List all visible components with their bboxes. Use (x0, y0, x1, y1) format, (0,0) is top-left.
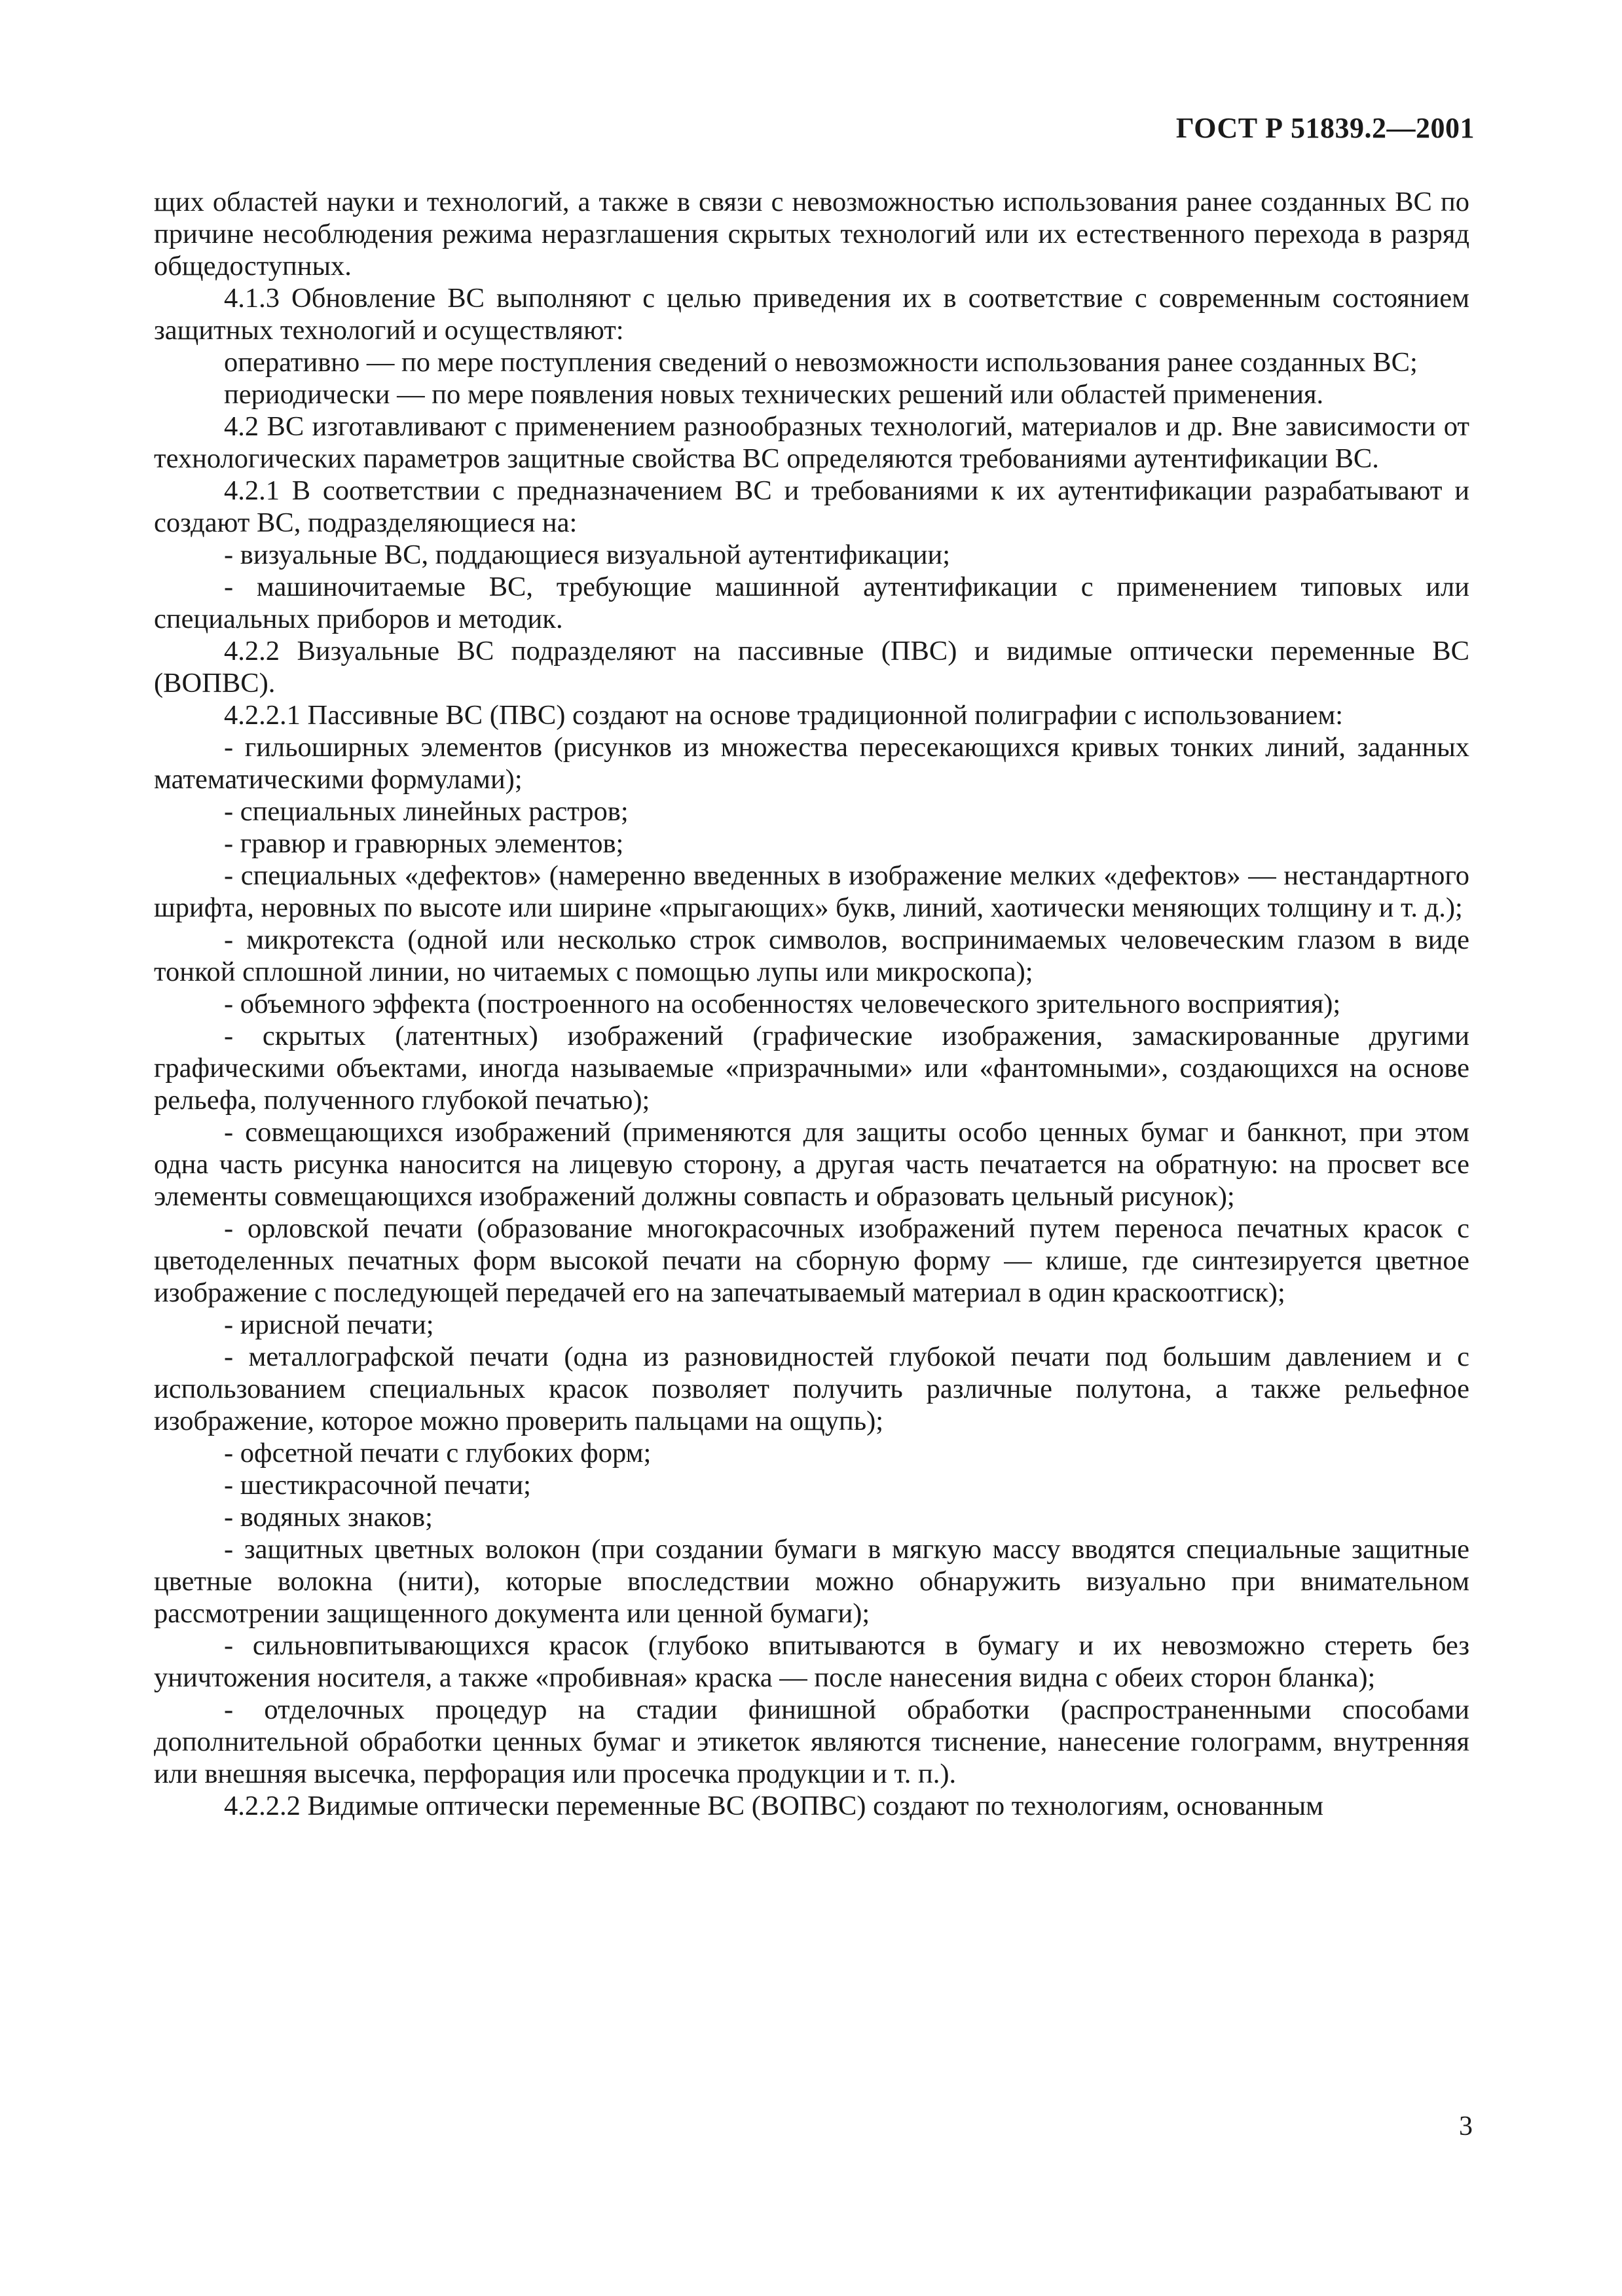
paragraph: периодически — по мере появления новых технических решений или областей применения. (224, 379, 1324, 410)
list-item: - водяных знаков; (224, 1502, 433, 1533)
list-item: - защитных цветных волокон (при создании бумаги в мягкую массу вводятся специальные защитные цветные волокна (нити), которые впоследствии можно обнаружить визуально при внимательном рассмотрении защищенного документа или ценной бумаги); (154, 1534, 1469, 1629)
list-item: - специальных линейных растров; (224, 796, 629, 827)
list-item: - совмещающихся изображений (применяются для защиты особо ценных бумаг и банкнот, при этом одна часть рисунка наносится на лицевую сторону, а другая часть печатается на обратную: на просвет все элементы совмещающихся изображений должны совпасть и образовать цельный рисунок); (154, 1117, 1469, 1212)
paragraph-clause-4-2-1: 4.2.1 В соответствии с предназначением ВС и требованиями к их аутентификации разрабатывают и создают ВС, подразделяющиеся на: (154, 475, 1469, 538)
list-item: - микротекста (одной или несколько строк символов, воспринимаемых человеческим глазом в виде тонкой сплошной линии, но читаемых с помощью лупы или микроскопа); (154, 924, 1469, 987)
list-item: - офсетной печати с глубоких форм; (224, 1438, 652, 1468)
list-item: - скрытых (латентных) изображений (графические изображения, замаскированные другими графическими объектами, иногда называемые «призрачными» или «фантомными», создающихся на основе рельефа, полученного глубокой печатью); (154, 1021, 1469, 1116)
paragraph-clause-4-1-3: 4.1.3 Обновление ВС выполняют с целью приведения их в соответствие с современным состоянием защитных технологий и осуществляют: (154, 283, 1469, 346)
list-item: - машиночитаемые ВС, требующие машинной аутентификации с применением типовых или специальных приборов и методик. (154, 572, 1469, 634)
list-item: - специальных «дефектов» (намеренно введенных в изображение мелких «дефектов» — нестандартного шрифта, неровных по высоте или ширине «прыгающих» букв, линий, хаотически меняющих толщину и т. д.); (154, 860, 1469, 923)
list-item: - визуальные ВС, поддающиеся визуальной аутентификации; (224, 539, 951, 570)
list-item: - гравюр и гравюрных элементов; (224, 828, 624, 859)
paragraph-clause-4-2-2: 4.2.2 Визуальные ВС подразделяют на пассивные (ПВС) и видимые оптически переменные ВС (ВОПВС). (154, 636, 1469, 699)
paragraph-clause-4-2-2-1: 4.2.2.1 Пассивные ВС (ПВС) создают на основе традиционной полиграфии с использованием: (224, 700, 1344, 731)
list-item: - сильновпитывающихся красок (глубоко впитываются в бумагу и их невозможно стереть без уничтожения носителя, а также «пробивная» краска — после нанесения видна с обеих сторон бланка); (154, 1630, 1469, 1693)
list-item: - гильоширных элементов (рисунков из множества пересекающихся кривых тонких линий, заданных математическими формулами); (154, 732, 1469, 795)
list-item: - объемного эффекта (построенного на особенностях человеческого зрительного восприятия); (224, 989, 1341, 1019)
list-item: - орловской печати (образование многокрасочных изображений путем переноса печатных красок с цветоделенных печатных форм высокой печати на сборную форму — клише, где синтезируется цветное изображение с последующей передачей его на запечатываемый материал в один краскоотгиск); (154, 1213, 1469, 1308)
paragraph: щих областей науки и технологий, а также в связи с невозможностью использования ранее созданных ВС по причине несоблюдения режима неразглашения скрытых технологий или их естественного перехода в разряд общедоступных. (154, 187, 1469, 282)
paragraph-clause-4-2-2-2: 4.2.2.2 Видимые оптически переменные ВС (ВОПВС) создают по технологиям, основанным (224, 1791, 1324, 1821)
document-body (154, 186, 1469, 1822)
list-item: - отделочных процедур на стадии финишной обработки (распространенными способами дополнительной обработки ценных бумаг и этикеток являются тиснение, нанесение голограмм, внутренняя или внешняя высечка, перфорация или просечка продукции и т. п.). (154, 1694, 1469, 1789)
paragraph: оперативно — по мере поступления сведений о невозможности использования ранее созданных ВС; (224, 347, 1418, 378)
page-number: 3 (1459, 2111, 1473, 2141)
list-item: - металлографской печати (одна из разновидностей глубокой печати под большим давлением и с использованием специальных красок позволяет получить различные полутона, а также рельефное изображение, которое можно проверить пальцами на ощупь); (154, 1341, 1469, 1436)
paragraph-clause-4-2: 4.2 ВС изготавливают с применением разнообразных технологий, материалов и др. Вне зависимости от технологических параметров защитные свойства ВС определяются требованиями аутентификации ВС. (154, 411, 1469, 474)
list-item: - ирисной печати; (224, 1309, 434, 1340)
document-header-standard-id: ГОСТ Р 51839.2—2001 (1175, 112, 1475, 144)
list-item: - шестикрасочной печати; (224, 1470, 531, 1501)
